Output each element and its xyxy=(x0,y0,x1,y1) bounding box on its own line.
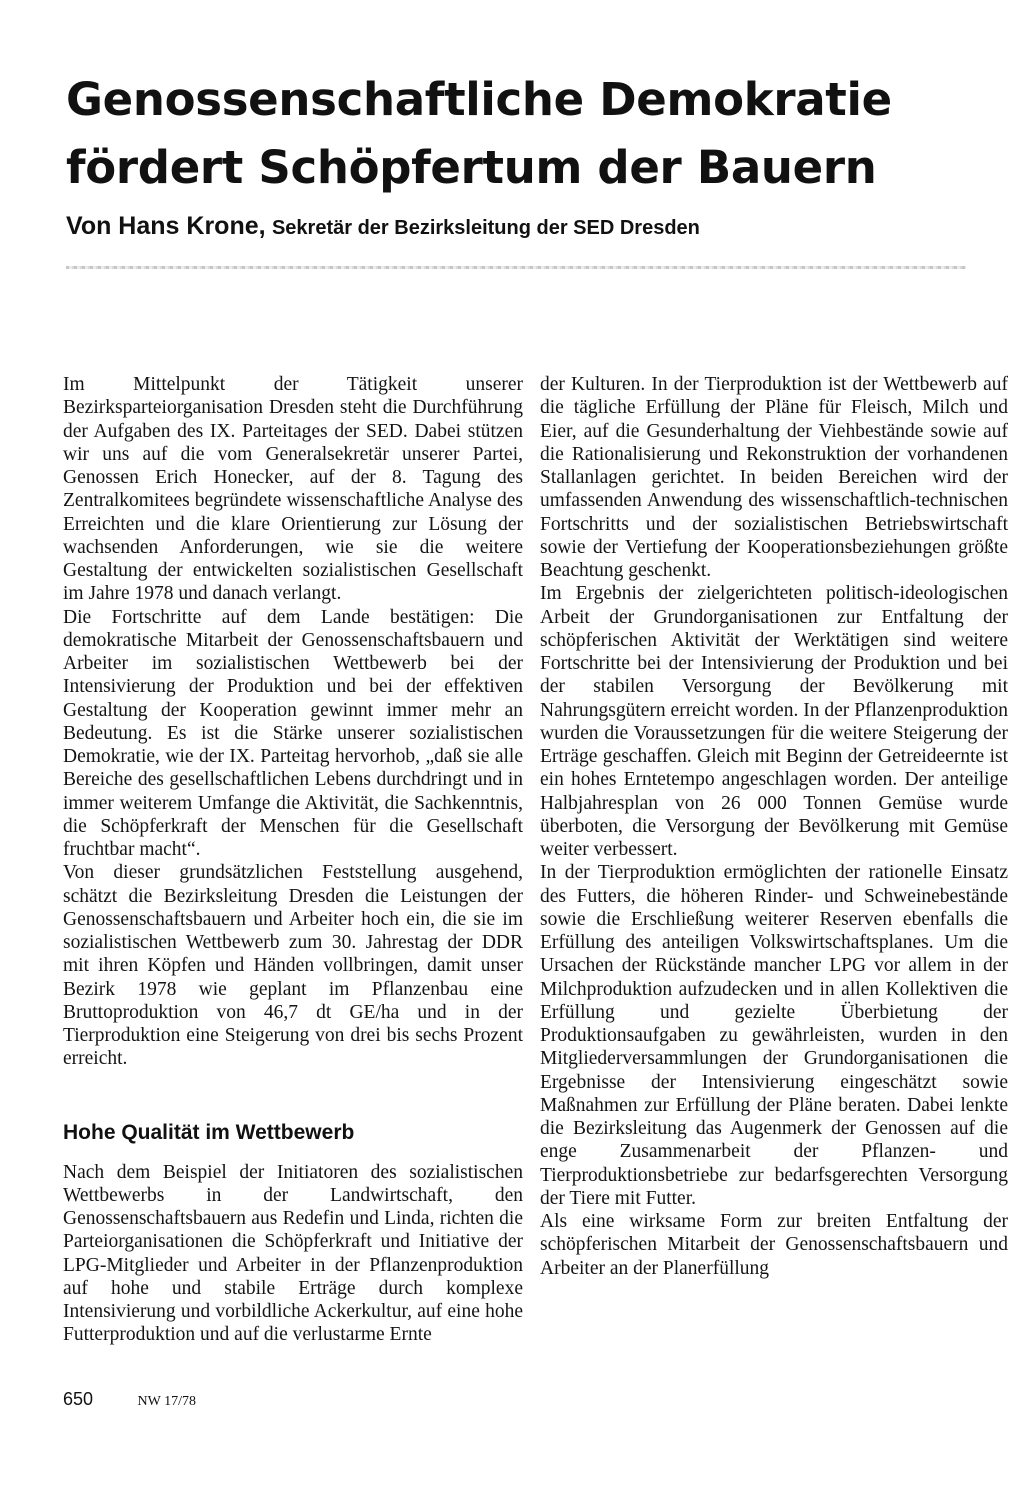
article-headline xyxy=(66,66,966,201)
paragraph: Im Mittelpunkt der Tätigkeit unserer Bezirksparteiorganisation Dresden steht die Durchführung der Aufgaben des IX. Parteitages der SED. Dabei stützen wir uns auf die vom Generalsekretär unserer Partei, Genossen Erich Honecker, auf der 8. Tagung des Zentralkomitees begründete wissenschaftliche Analyse des Erreichten und die klare Orientierung zur Lösung der wachsenden Anforderungen, wie sie die weitere Gestaltung der entwickelten sozialistischen Gesellschaft im Jahre 1978 und danach verlangt. xyxy=(63,374,523,605)
paragraph: Als eine wirksame Form zur breiten Entfaltung der schöpferischen Mitarbeit der Genossenschaftsbauern und Arbeiter an der Planerfüllung xyxy=(540,1211,1008,1279)
issue-label: NW 17/78 xyxy=(137,1394,196,1409)
page-number: 650 xyxy=(63,1389,94,1409)
paragraph: Im Ergebnis der zielgerichteten politisch-ideologischen Arbeit der Grundorganisationen zur Entfaltung der schöpferischen Aktivität der Werktätigen sind weitere Fortschritte bei der Intensivierung der Produktion und bei der stabilen Versorgung der Bevölkerung mit Nahrungsgütern erreicht worden. In der Pflanzenproduktion wurden die Voraussetzungen für die weitere Steigerung der Erträge geschaffen. Gleich mit Beginn der Getreideernte ist ein hohes Erntetempo angeschlagen worden. Der anteilige Halbjahresplan von 26 000 Tonnen Gemüse wurde überboten, die Versorgung der Bevölkerung mit Gemüse weiter verbessert. xyxy=(540,583,1008,860)
byline-author: Von Hans Krone, xyxy=(66,212,266,240)
paragraph: Von dieser grundsätzlichen Feststellung ausgehend, schätzt die Bezirksleitung Dresden die Leistungen der Genossenschaftsbauern und Arbeiter hoch ein, die sie im sozialistischen Wettbewerb zum 30. Jahrestag der DDR mit ihren Köpfen und Händen vollbringen, damit unser Bezirk 1978 wie geplant im Pflanzenbau eine Bruttoproduktion von 46,7 dt GE/ha und in der Tierproduktion eine Steigerung von drei bis sechs Prozent erreicht. xyxy=(63,862,523,1070)
paragraph: Nach dem Beispiel der Initiatoren des sozialistischen Wettbewerbs in der Landwirtschaft, den Genossenschaftsbauern aus Redefin und Linda, richten die Parteiorganisationen die Schöpferkraft und Initiative der LPG-Mitglieder und Arbeiter in der Pflanzenproduktion auf hohe und stabile Erträge durch komplexe Intensivierung und vorbildliche Ackerkultur, auf eine hohe Futterproduktion und auf die verlustarme Ernte xyxy=(63,1161,523,1346)
right-column xyxy=(540,373,1008,1280)
byline xyxy=(66,210,966,244)
paragraph: Die Fortschritte auf dem Lande bestätigen: Die demokratische Mitarbeit der Genossenschaftsbauern und Arbeiter im sozialistischen Wettbewerb bei der Intensivierung der Produktion und bei der effektiven Gestaltung der Kooperation gewinnt immer mehr an Bedeutung. Es ist die Stärke unserer sozialistischen Demokratie, wie der IX. Parteitag hervorhob, „daß sie alle Bereiche des gesellschaftlichen Lebens durchdringt und in immer weiterem Umfange die Aktivität, die Sachkenntnis, die Schöpferkraft der Menschen für die Gesellschaft fruchtbar macht“. xyxy=(63,606,523,860)
section-subheading: Hohe Qualität im Wettbewerb xyxy=(63,1120,355,1144)
headline-line-1: Genossenschaftliche Demokratie xyxy=(66,73,892,126)
page-footer xyxy=(63,1389,196,1410)
paragraph: der Kulturen. In der Tierproduktion ist der Wettbewerb auf die tägliche Erfüllung der Pläne für Fleisch, Milch und Eier, auf die Gesunderhaltung der Viehbestände sowie auf die Rationalisierung und Rekonstruktion der vorhandenen Stallanlagen gerichtet. In beiden Bereichen wird der umfassenden Anwendung des wissenschaftlich-technischen Fortschritts und der sozialistischen Betriebswirtschaft sowie der Vertiefung der Kooperationsbeziehungen größte Beachtung geschenkt. xyxy=(540,374,1008,581)
left-column xyxy=(63,373,523,1347)
header-divider xyxy=(66,266,966,269)
paragraph: In der Tierproduktion ermöglichten der rationelle Einsatz des Futters, die höheren Rinder- und Schweinebestände sowie die Erschließung weiterer Reserven ebenfalls die Erfüllung des anteiligen Volkswirtschaftsplanes. Um die Ursachen der Rückstände mancher LPG vor allem in der Milchproduktion aufzudecken und in allen Kollektiven die Erfüllung und gezielte Überbietung der Produktionsaufgaben zu gewährleisten, wurden in den Mitgliederversammlungen der Grundorganisationen die Ergebnisse der Intensivierung eingeschätzt sowie Maßnahmen zur Erfüllung der Pläne beraten. Dabei lenkte die Bezirksleitung das Augenmerk der Genossen auf die enge Zusammenarbeit der Pflanzen- und Tierproduktionsbetriebe zur bedarfsgerechten Versorgung der Tiere mit Futter. xyxy=(540,862,1008,1209)
byline-role: Sekretär der Bezirksleitung der SED Dresden xyxy=(271,217,700,239)
headline-line-2: fördert Schöpfertum der Bauern xyxy=(66,140,877,194)
